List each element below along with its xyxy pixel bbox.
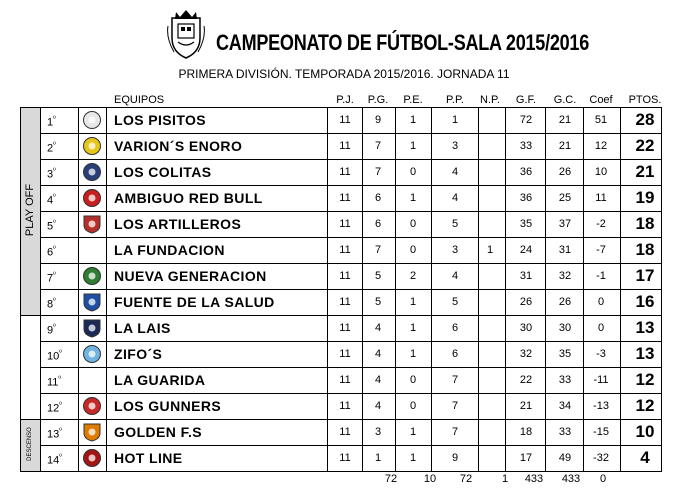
- cell-pe: 1: [409, 426, 417, 438]
- team-logo-icon: [82, 188, 102, 208]
- cell-pts: 18: [635, 240, 655, 259]
- team-name: LOS PISITOS: [114, 112, 207, 128]
- cell-coef: 10: [594, 166, 608, 178]
- cell-pj: 11: [339, 140, 351, 152]
- cell-gf: 30: [519, 322, 533, 334]
- cell-gf: 17: [519, 452, 533, 464]
- cell-gc: 49: [558, 452, 572, 464]
- cell-pe: 0: [409, 244, 417, 256]
- team-logo-icon: [82, 422, 102, 442]
- column-header-coef: Coef: [589, 94, 613, 106]
- cell-pp: 5: [451, 218, 459, 230]
- cell-coef: -3: [596, 348, 606, 360]
- column-divider: [431, 107, 432, 472]
- cell-pp: 6: [451, 348, 459, 360]
- position-number: $2^º$: [47, 142, 56, 155]
- cell-pe: 0: [409, 400, 417, 412]
- team-name: LA LAIS: [114, 320, 171, 336]
- cell-gc: 37: [558, 218, 572, 230]
- cell-pts: 21: [635, 162, 655, 181]
- cell-gf: 72: [519, 114, 533, 126]
- cell-pe: 1: [409, 296, 417, 308]
- row-divider: [40, 263, 661, 264]
- cell-gf: 24: [519, 244, 533, 256]
- team-name: NUEVA GENERACION: [114, 268, 267, 284]
- row-divider: [40, 289, 661, 290]
- column-divider: [620, 107, 621, 472]
- team-logo-icon: [82, 318, 102, 338]
- row-divider: [20, 315, 661, 316]
- column-header-pg: P.G.: [367, 94, 389, 106]
- row-divider: [20, 107, 661, 108]
- cell-gc: 34: [558, 400, 572, 412]
- cell-coef: 11: [595, 192, 607, 204]
- team-logo-icon: [82, 396, 102, 416]
- team-name: LOS COLITAS: [114, 164, 212, 180]
- cell-pts: 19: [635, 188, 655, 207]
- team-logo-icon: [82, 266, 102, 286]
- column-divider: [20, 107, 21, 472]
- cell-pp: 3: [451, 244, 459, 256]
- team-logo-icon: [82, 110, 102, 130]
- cell-pj: 11: [339, 452, 351, 464]
- cell-pe: 1: [409, 452, 417, 464]
- team-name: ZIFO´S: [114, 346, 163, 362]
- cell-coef: -15: [593, 426, 609, 438]
- row-divider: [40, 159, 661, 160]
- cell-pp: 3: [451, 140, 459, 152]
- cell-pe: 0: [409, 166, 417, 178]
- cell-pj: 11: [339, 218, 351, 230]
- column-divider: [106, 107, 107, 472]
- row-divider: [40, 211, 661, 212]
- cell-pj: 11: [339, 296, 351, 308]
- position-number: $4^º$: [47, 194, 56, 207]
- cell-pts: 12: [635, 396, 655, 415]
- cell-pts: 12: [635, 370, 655, 389]
- column-header-pe: P.E.: [403, 94, 423, 106]
- row-divider: [40, 393, 661, 394]
- cell-pg: 9: [374, 114, 382, 126]
- total-gc: 433: [561, 473, 581, 485]
- cell-gf: 36: [519, 166, 533, 178]
- team-name: LOS GUNNERS: [114, 398, 222, 414]
- team-name: AMBIGUO RED BULL: [114, 190, 263, 206]
- cell-pg: 1: [374, 452, 382, 464]
- team-logo-icon: [82, 214, 102, 234]
- cell-coef: 12: [594, 140, 608, 152]
- column-header-gc: G.C.: [553, 94, 577, 106]
- cell-gf: 26: [519, 296, 533, 308]
- cell-pe: 1: [409, 322, 417, 334]
- cell-gc: 33: [558, 374, 572, 386]
- cell-pj: 11: [339, 192, 351, 204]
- column-divider: [505, 107, 506, 472]
- row-divider: [40, 133, 661, 134]
- cell-pj: 11: [339, 270, 351, 282]
- position-number: $7^º$: [47, 272, 56, 285]
- cell-pg: 4: [374, 400, 382, 412]
- column-header-pts: PTOS.: [628, 94, 662, 106]
- position-number: $5^º$: [47, 220, 56, 233]
- cell-pp: 7: [451, 426, 459, 438]
- cell-pts: 17: [635, 266, 655, 285]
- cell-gc: 26: [558, 296, 572, 308]
- column-divider: [583, 107, 584, 472]
- cell-pg: 3: [374, 426, 382, 438]
- column-header-pj: P.J.: [336, 94, 354, 106]
- row-divider: [40, 445, 661, 446]
- row-divider: [40, 185, 661, 186]
- cell-pg: 7: [374, 166, 382, 178]
- cell-pts: 10: [635, 422, 655, 441]
- row-divider: [20, 471, 661, 472]
- column-divider: [40, 107, 41, 472]
- cell-pts: 4: [640, 448, 650, 467]
- team-name: LOS ARTILLEROS: [114, 216, 242, 232]
- total-pe: 10: [423, 473, 437, 485]
- cell-pp: 6: [451, 322, 459, 334]
- cell-pe: 1: [409, 192, 417, 204]
- cell-pp: 5: [451, 296, 459, 308]
- team-name: FUENTE DE LA SALUD: [114, 294, 275, 310]
- total-gf: 433: [524, 473, 544, 485]
- cell-coef: -2: [596, 218, 606, 230]
- cell-gf: 33: [519, 140, 533, 152]
- total-np: 1: [501, 473, 509, 485]
- page-title: CAMPEONATO DE FÚTBOL-SALA 2015/2016: [216, 30, 589, 55]
- cell-pg: 4: [374, 322, 382, 334]
- cell-np: 1: [486, 244, 494, 256]
- team-logo-icon: [82, 344, 102, 364]
- column-divider: [545, 107, 546, 472]
- row-divider: [40, 341, 661, 342]
- cell-pe: 1: [409, 140, 417, 152]
- cell-pg: 6: [374, 192, 382, 204]
- cell-gf: 21: [519, 400, 533, 412]
- position-number: $11^º$: [47, 376, 61, 389]
- cell-gc: 25: [558, 192, 572, 204]
- cell-gf: 35: [519, 218, 533, 230]
- cell-pg: 5: [374, 296, 382, 308]
- cell-gc: 35: [558, 348, 572, 360]
- total-coef: 0: [599, 473, 607, 485]
- cell-pp: 9: [451, 452, 459, 464]
- cell-pts: 13: [635, 344, 655, 363]
- cell-gf: 32: [519, 348, 533, 360]
- position-number: $1^º$: [47, 116, 56, 129]
- cell-pg: 5: [374, 270, 382, 282]
- cell-pts: 13: [635, 318, 655, 337]
- column-header-np: N.P.: [480, 94, 500, 106]
- cell-gc: 31: [558, 244, 572, 256]
- column-divider: [395, 107, 396, 472]
- cell-pg: 4: [374, 374, 382, 386]
- cell-pj: 11: [339, 166, 351, 178]
- total-pg: 72: [384, 473, 398, 485]
- cell-pe: 1: [409, 348, 417, 360]
- cell-pj: 11: [339, 244, 351, 256]
- cell-gf: 22: [519, 374, 533, 386]
- position-number: $14^º$: [47, 454, 62, 467]
- team-logo-icon: [82, 448, 102, 468]
- cell-pg: 4: [374, 348, 382, 360]
- cell-coef: 0: [597, 322, 605, 334]
- cell-pp: 4: [451, 270, 459, 282]
- cell-coef: -11: [593, 374, 609, 386]
- position-number: $8^º$: [47, 298, 56, 311]
- cell-pj: 11: [339, 374, 351, 386]
- cell-coef: 0: [597, 296, 605, 308]
- cell-pg: 7: [374, 140, 382, 152]
- team-name: LA FUNDACION: [114, 242, 225, 258]
- cell-pe: 2: [409, 270, 417, 282]
- cell-gc: 21: [558, 140, 572, 152]
- cell-pj: 11: [339, 426, 351, 438]
- cell-pj: 11: [339, 348, 351, 360]
- column-header-pp: P.P.: [446, 94, 464, 106]
- position-number: $12^º$: [47, 402, 62, 415]
- team-logo-icon: [82, 136, 102, 156]
- cell-pp: 7: [451, 374, 459, 386]
- team-name: VARION´S ENORO: [114, 138, 243, 154]
- cell-pts: 28: [635, 110, 655, 129]
- cell-pp: 4: [451, 192, 459, 204]
- cell-pts: 16: [635, 292, 655, 311]
- cell-pj: 11: [339, 400, 351, 412]
- row-divider: [40, 367, 661, 368]
- cell-pe: 0: [409, 374, 417, 386]
- team-name: LA GUARIDA: [114, 372, 206, 388]
- position-number: $10^º$: [47, 350, 62, 363]
- column-header-equipos: EQUIPOS: [114, 94, 165, 106]
- cell-coef: -32: [593, 452, 609, 464]
- page-subtitle: PRIMERA DIVISIÓN. TEMPORADA 2015/2016. JORNADA 11: [178, 67, 510, 81]
- cell-coef: -13: [593, 400, 609, 412]
- cell-gf: 36: [519, 192, 533, 204]
- playoff-label: PLAY OFF: [24, 183, 36, 237]
- cell-pj: 11: [339, 322, 351, 334]
- cell-gf: 18: [519, 426, 533, 438]
- cell-pg: 6: [374, 218, 382, 230]
- cell-gf: 31: [519, 270, 533, 282]
- descenso-label: DESCENSO: [27, 427, 33, 461]
- column-divider: [78, 107, 79, 472]
- column-divider: [362, 107, 363, 472]
- cell-gc: 21: [558, 114, 572, 126]
- cell-coef: 51: [594, 114, 608, 126]
- cell-pp: 7: [451, 400, 459, 412]
- position-number: $6^º$: [47, 246, 56, 259]
- cell-pp: 1: [451, 114, 459, 126]
- team-name: HOT LINE: [114, 450, 183, 466]
- column-divider: [327, 107, 328, 472]
- cell-gc: 33: [558, 426, 572, 438]
- cell-pp: 4: [451, 166, 459, 178]
- column-header-gf: G.F.: [515, 94, 537, 106]
- team-logo-icon: [82, 292, 102, 312]
- row-divider: [40, 237, 661, 238]
- cell-gc: 30: [558, 322, 572, 334]
- cell-pts: 18: [635, 214, 655, 233]
- total-pp: 72: [459, 473, 473, 485]
- position-number: $13^º$: [47, 428, 62, 441]
- cell-pj: 11: [339, 114, 351, 126]
- cell-gc: 32: [558, 270, 572, 282]
- cell-pts: 22: [635, 136, 655, 155]
- row-divider: [20, 419, 661, 420]
- cell-gc: 26: [558, 166, 572, 178]
- position-number: $3^º$: [47, 168, 56, 181]
- cell-pg: 7: [374, 244, 382, 256]
- cell-coef: -7: [596, 244, 606, 256]
- cell-pe: 0: [409, 218, 417, 230]
- team-logo-icon: [82, 162, 102, 182]
- cell-coef: -1: [596, 270, 606, 282]
- cell-pe: 1: [409, 114, 417, 126]
- team-name: GOLDEN F.S: [114, 424, 203, 440]
- position-number: $9^º$: [47, 324, 56, 337]
- column-divider: [478, 107, 479, 472]
